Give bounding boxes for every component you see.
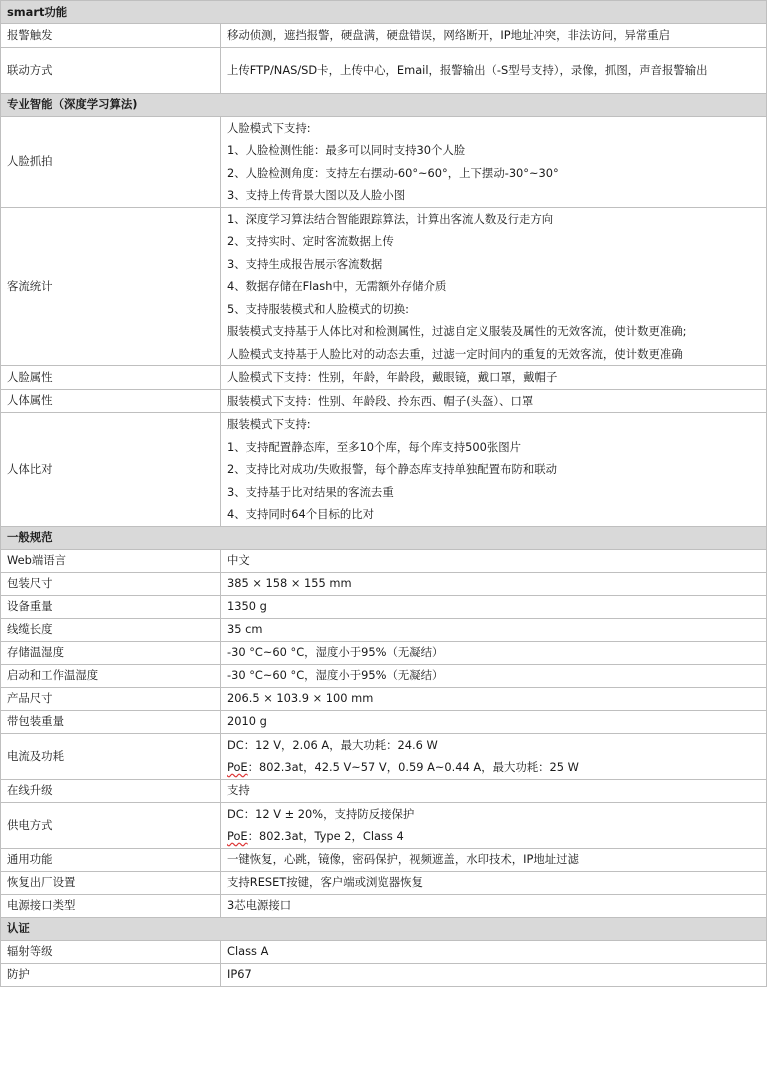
spec-value: -30 °C~60 °C，湿度小于95%（无凝结） (221, 664, 767, 687)
value-line: 3、支持上传背景大图以及人脸小图 (227, 188, 406, 202)
value-line: DC：12 V ± 20%，支持防反接保护 (227, 806, 415, 821)
spec-key: 存储温湿度 (1, 641, 221, 664)
spec-key: 启动和工作温湿度 (1, 664, 221, 687)
value-line: 人脸模式支持基于人脸比对的动态去重，过滤一定时间内的重复的无效客流，使计数更准确 (227, 346, 683, 361)
spec-row-power-supply (1, 802, 767, 848)
spec-row-body-compare (1, 413, 767, 527)
value-line: 上传FTP/NAS/SD卡，上传中心，Email，报警输出（-S型号支持），录像，抓图，声音报警输出 (227, 62, 708, 77)
poe-spec: ：802.3at，42.5 V~57 V，0.59 A~0.44 A，最大功耗：25 W (247, 760, 579, 774)
spec-row-package-size (1, 572, 767, 595)
spec-value: 206.5 × 103.9 × 100 mm (221, 687, 767, 710)
spec-key: 包装尺寸 (1, 572, 221, 595)
spec-value (221, 389, 767, 413)
spec-row-common-functions (1, 848, 767, 871)
spec-row-power (1, 733, 767, 779)
section-title-smart: smart功能 (1, 1, 767, 24)
spec-key: 人脸属性 (1, 366, 221, 390)
spec-key: 人体比对 (1, 413, 221, 527)
spec-value (221, 116, 767, 207)
spec-row-online-upgrade (1, 779, 767, 802)
spec-key: 联动方式 (1, 47, 221, 93)
spec-row-face-capture (1, 116, 767, 207)
spec-value (221, 207, 767, 366)
spec-value: 支持RESET按键，客户端或浏览器恢复 (221, 871, 767, 894)
spec-key: Web端语言 (1, 549, 221, 572)
value-line: 1、支持配置静态库，至多10个库，每个库支持500张图片 (227, 439, 522, 454)
spec-row-gross-weight (1, 710, 767, 733)
spec-key: 人体属性 (1, 389, 221, 413)
value-line: 人脸模式下支持: (227, 120, 311, 135)
spec-value: 支持 (221, 779, 767, 802)
spec-value: -30 °C~60 °C，湿度小于95%（无凝结） (221, 641, 767, 664)
spec-value: 中文 (221, 549, 767, 572)
spec-value: 35 cm (221, 618, 767, 641)
spec-row-face-attributes (1, 366, 767, 390)
spec-key: 产品尺寸 (1, 687, 221, 710)
value-line: DC：12 V，2.06 A，最大功耗：24.6 W (227, 737, 438, 752)
spec-key: 人脸抓拍 (1, 116, 221, 207)
section-title-general: 一般规范 (1, 526, 767, 549)
spec-key: 电流及功耗 (1, 733, 221, 779)
spec-key: 带包装重量 (1, 710, 221, 733)
spec-row-device-weight (1, 595, 767, 618)
value-line: 1、深度学习算法结合智能跟踪算法，计算出客流人数及行走方向 (227, 211, 554, 226)
value-line (227, 825, 760, 848)
spec-key: 设备重量 (1, 595, 221, 618)
value-line: 服装模式支持基于人体比对和检测属性，过滤自定义服装及属性的无效客流，使计数更准确; (227, 324, 687, 338)
spec-key: 在线升级 (1, 779, 221, 802)
spec-row-factory-reset (1, 871, 767, 894)
spec-row-alarm-trigger (1, 24, 767, 48)
section-header (1, 526, 767, 549)
poe-spec: ：802.3at，Type 2，Class 4 (247, 829, 404, 843)
spec-value (221, 24, 767, 48)
poe-label: PoE (227, 829, 248, 843)
spec-key: 客流统计 (1, 207, 221, 366)
spec-value (221, 802, 767, 848)
spec-key: 电源接口类型 (1, 894, 221, 917)
spec-row-emission (1, 940, 767, 963)
spec-row-storage-temp (1, 641, 767, 664)
section-header (1, 1, 767, 24)
spec-row-work-temp (1, 664, 767, 687)
spec-key: 供电方式 (1, 802, 221, 848)
spec-row-web-language (1, 549, 767, 572)
value-line (227, 756, 760, 779)
spec-value: Class A (221, 940, 767, 963)
spec-row-linkage (1, 47, 767, 93)
spec-key: 报警触发 (1, 24, 221, 48)
value-line: 服装模式下支持：性别、年龄段、拎东西、帽子(头盔）、口罩 (227, 393, 534, 408)
spec-key: 辐射等级 (1, 940, 221, 963)
value-line: 2、支持比对成功/失败报警，每个静态库支持单独配置布防和联动 (227, 462, 558, 476)
spec-value: 1350 g (221, 595, 767, 618)
spec-row-power-port (1, 894, 767, 917)
spec-key: 防护 (1, 963, 221, 986)
value-line: 2、支持实时、定时客流数据上传 (227, 234, 394, 248)
spec-value (221, 47, 767, 93)
poe-label: PoE (227, 760, 248, 774)
section-header (1, 917, 767, 940)
spec-row-passenger-flow (1, 207, 767, 366)
spec-key: 线缆长度 (1, 618, 221, 641)
value-line: 3、支持生成报告展示客流数据 (227, 256, 383, 271)
spec-value: 一键恢复，心跳，镜像，密码保护，视频遮盖，水印技术，IP地址过滤 (221, 848, 767, 871)
spec-row-body-attributes (1, 389, 767, 413)
value-line: 移动侦测，遮挡报警，硬盘满，硬盘错误，网络断开，IP地址冲突，非法访问，异常重启 (227, 28, 671, 42)
spec-value: 3芯电源接口 (221, 894, 767, 917)
section-title-pro: 专业智能（深度学习算法) (1, 93, 767, 116)
spec-key: 通用功能 (1, 848, 221, 871)
section-header (1, 93, 767, 116)
spec-value: IP67 (221, 963, 767, 986)
spec-value (221, 366, 767, 390)
spec-row-product-size (1, 687, 767, 710)
value-line: 3、支持基于比对结果的客流去重 (227, 484, 394, 499)
spec-key: 恢复出厂设置 (1, 871, 221, 894)
spec-value: 2010 g (221, 710, 767, 733)
value-line: 1、人脸检测性能：最多可以同时支持30个人脸 (227, 143, 466, 157)
spec-row-protection (1, 963, 767, 986)
value-line: 4、数据存储在Flash中，无需额外存储介质 (227, 279, 447, 293)
spec-row-cable-length (1, 618, 767, 641)
spec-value: 385 × 158 × 155 mm (221, 572, 767, 595)
spec-value (221, 413, 767, 527)
value-line: 服装模式下支持: (227, 417, 311, 431)
spec-value (221, 733, 767, 779)
value-line: 2、人脸检测角度：支持左右摆动-60°~60°，上下摆动-30°~30° (227, 165, 559, 180)
value-line: 4、支持同时64个目标的比对 (227, 507, 375, 521)
section-title-cert: 认证 (1, 917, 767, 940)
value-line: 人脸模式下支持：性别，年龄，年龄段，戴眼镜，戴口罩，戴帽子 (227, 370, 558, 384)
value-line: 5、支持服装模式和人脸模式的切换: (227, 301, 409, 316)
